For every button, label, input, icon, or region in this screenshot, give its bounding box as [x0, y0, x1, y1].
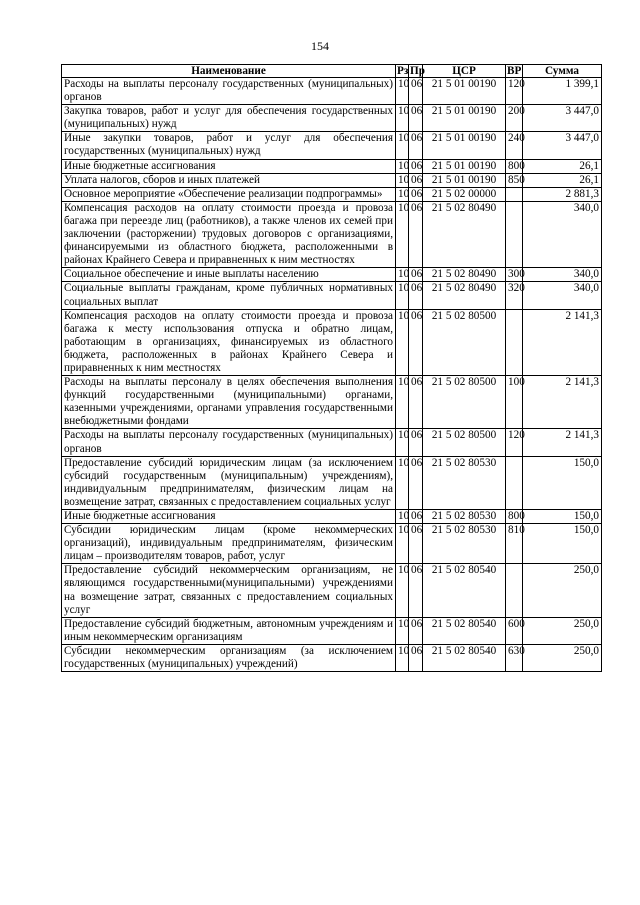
row-csr-cell: 21 5 02 80500 — [423, 309, 506, 375]
table-row — [62, 159, 602, 173]
table-row — [62, 617, 602, 644]
table-row — [62, 78, 602, 105]
column-header-sum: Сумма — [523, 65, 602, 78]
row-pr-cell: 06 — [409, 268, 423, 282]
column-header-vr: ВР — [507, 65, 522, 77]
column-header-name: Наименование — [62, 65, 396, 78]
column-header-pr: Пр — [410, 65, 425, 77]
row-sum-cell: 150,0 — [523, 524, 602, 564]
row-pr-cell: 06 — [409, 282, 423, 309]
row-sum-cell: 3 447,0 — [523, 105, 602, 132]
row-csr-cell: 21 5 02 80530 — [423, 456, 506, 509]
row-sum-cell: 2 141,3 — [523, 309, 602, 375]
row-vr-cell: 120 — [506, 429, 523, 456]
row-rz-cell: 10 — [396, 524, 409, 564]
table-row — [62, 132, 602, 159]
row-name-cell: Компенсация расходов на оплату стоимости проезда и провоза багажа при переезде лиц (работников), а также членов их семей при заключении (расторжении) трудовых договоров с организациями, финансируемыми из областного бюджета, расположенными в районах Крайнего Севера и приравненных к ним местностях — [62, 201, 396, 267]
row-csr-cell: 21 5 02 80490 — [423, 201, 506, 267]
row-name-cell: Расходы на выплаты персоналу государственных (муниципальных) органов — [62, 78, 396, 105]
row-name-cell: Иные бюджетные ассигнования — [62, 510, 396, 524]
row-vr-cell: 810 — [506, 524, 523, 564]
row-sum-cell: 340,0 — [523, 282, 602, 309]
row-name-cell: Иные бюджетные ассигнования — [62, 159, 396, 173]
row-sum-cell: 2 141,3 — [523, 376, 602, 429]
row-rz-cell: 10 — [396, 617, 409, 644]
row-rz-cell: 10 — [396, 78, 409, 105]
page-number: 154 — [311, 39, 329, 53]
row-pr-cell: 06 — [409, 201, 423, 267]
table-row — [62, 201, 602, 267]
row-rz-cell: 10 — [396, 376, 409, 429]
table-row — [62, 510, 602, 524]
row-name-cell: Уплата налогов, сборов и иных платежей — [62, 173, 396, 187]
table-row — [62, 429, 602, 456]
row-rz-cell: 10 — [396, 644, 409, 671]
row-csr-cell: 21 5 01 00190 — [423, 78, 506, 105]
row-rz-cell: 10 — [396, 429, 409, 456]
row-csr-cell: 21 5 02 80490 — [423, 268, 506, 282]
row-name-cell: Основное мероприятие «Обеспечение реализации подпрограммы» — [62, 187, 396, 201]
row-pr-cell: 06 — [409, 376, 423, 429]
table-row — [62, 105, 602, 132]
row-csr-cell: 21 5 01 00190 — [423, 173, 506, 187]
row-rz-cell: 10 — [396, 187, 409, 201]
row-name-cell: Предоставление субсидий юридическим лицам (за исключением субсидий государственным (муниципальным) учреждениям), индивидуальным предпринимателям, физическим лицам на возмещение затрат, связанных с предоставлением социальных услуг — [62, 456, 396, 509]
row-pr-cell: 06 — [409, 456, 423, 509]
table-row — [62, 268, 602, 282]
table-row — [62, 187, 602, 201]
row-rz-cell: 10 — [396, 456, 409, 509]
table-row — [62, 524, 602, 564]
row-vr-cell — [506, 456, 523, 509]
row-vr-cell: 630 — [506, 644, 523, 671]
row-vr-cell: 240 — [506, 132, 523, 159]
row-sum-cell: 1 399,1 — [523, 78, 602, 105]
row-csr-cell: 21 5 02 80500 — [423, 376, 506, 429]
row-sum-cell: 3 447,0 — [523, 132, 602, 159]
row-vr-cell — [506, 564, 523, 617]
row-rz-cell: 10 — [396, 132, 409, 159]
row-csr-cell: 21 5 02 80540 — [423, 644, 506, 671]
row-sum-cell: 150,0 — [523, 510, 602, 524]
row-rz-cell: 10 — [396, 564, 409, 617]
row-csr-cell: 21 5 02 80540 — [423, 617, 506, 644]
row-vr-cell: 600 — [506, 617, 523, 644]
row-vr-cell: 200 — [506, 105, 523, 132]
row-name-cell: Предоставление субсидий бюджетным, автономным учреждениям и иным некоммерческим организациям — [62, 617, 396, 644]
row-rz-cell: 10 — [396, 173, 409, 187]
table-row — [62, 456, 602, 509]
row-rz-cell: 10 — [396, 159, 409, 173]
row-name-cell: Социальные выплаты гражданам, кроме публичных нормативных социальных выплат — [62, 282, 396, 309]
row-sum-cell: 2 881,3 — [523, 187, 602, 201]
row-sum-cell: 340,0 — [523, 201, 602, 267]
row-name-cell: Закупка товаров, работ и услуг для обеспечения государственных (муниципальных) нужд — [62, 105, 396, 132]
row-csr-cell: 21 5 02 80540 — [423, 564, 506, 617]
row-name-cell: Субсидии некоммерческим организациям (за исключением государственных (муниципальных) учреждений) — [62, 644, 396, 671]
row-pr-cell: 06 — [409, 524, 423, 564]
row-pr-cell: 06 — [409, 644, 423, 671]
table-row — [62, 564, 602, 617]
row-name-cell: Компенсация расходов на оплату стоимости проезда и провоза багажа к месту использования отпуска и обратно лицам, работающим в организациях, финансируемых из областного бюджета, расположенных в районах Крайнего Севера и приравненных к ним местностях — [62, 309, 396, 375]
row-sum-cell: 250,0 — [523, 564, 602, 617]
row-sum-cell: 250,0 — [523, 644, 602, 671]
row-name-cell: Расходы на выплаты персоналу в целях обеспечения выполнения функций государственными (муниципальными) органами, казенными учреждениями, органами управления государственными внебюджетными фондами — [62, 376, 396, 429]
row-name-cell: Расходы на выплаты персоналу государственных (муниципальных) органов — [62, 429, 396, 456]
row-sum-cell: 250,0 — [523, 617, 602, 644]
row-vr-cell: 800 — [506, 159, 523, 173]
row-csr-cell: 21 5 01 00190 — [423, 132, 506, 159]
row-sum-cell: 150,0 — [523, 456, 602, 509]
row-sum-cell: 26,1 — [523, 173, 602, 187]
row-csr-cell: 21 5 02 80490 — [423, 282, 506, 309]
row-pr-cell: 06 — [409, 78, 423, 105]
row-pr-cell: 06 — [409, 187, 423, 201]
row-pr-cell: 06 — [409, 617, 423, 644]
row-csr-cell: 21 5 02 80530 — [423, 524, 506, 564]
table-row — [62, 644, 602, 671]
row-vr-cell: 800 — [506, 510, 523, 524]
row-vr-cell: 850 — [506, 173, 523, 187]
row-vr-cell: 300 — [506, 268, 523, 282]
table-row — [62, 282, 602, 309]
row-name-cell: Иные закупки товаров, работ и услуг для обеспечения государственных (муниципальных) нужд — [62, 132, 396, 159]
table-header-row — [62, 65, 602, 78]
row-pr-cell: 06 — [409, 105, 423, 132]
row-vr-cell: 120 — [506, 78, 523, 105]
row-rz-cell: 10 — [396, 309, 409, 375]
row-sum-cell: 2 141,3 — [523, 429, 602, 456]
row-csr-cell: 21 5 02 00000 — [423, 187, 506, 201]
row-sum-cell: 26,1 — [523, 159, 602, 173]
row-name-cell: Социальное обеспечение и иные выплаты населению — [62, 268, 396, 282]
row-rz-cell: 10 — [396, 510, 409, 524]
row-rz-cell: 10 — [396, 282, 409, 309]
row-pr-cell: 06 — [409, 429, 423, 456]
row-pr-cell: 06 — [409, 173, 423, 187]
row-vr-cell: 100 — [506, 376, 523, 429]
row-csr-cell: 21 5 02 80500 — [423, 429, 506, 456]
row-vr-cell: 320 — [506, 282, 523, 309]
table-row — [62, 376, 602, 429]
column-header-rz: Рз — [397, 65, 409, 77]
row-csr-cell: 21 5 02 80530 — [423, 510, 506, 524]
row-rz-cell: 10 — [396, 201, 409, 267]
row-pr-cell: 06 — [409, 510, 423, 524]
row-pr-cell: 06 — [409, 159, 423, 173]
table-row — [62, 173, 602, 187]
column-header-csr: ЦСР — [423, 65, 506, 78]
row-vr-cell — [506, 201, 523, 267]
row-name-cell: Предоставление субсидий некоммерческим организациям, не являющимся государственными(муниципальными) учреждениями на возмещение затрат, связанных с предоставлением социальных услуг — [62, 564, 396, 617]
row-vr-cell — [506, 309, 523, 375]
row-vr-cell — [506, 187, 523, 201]
row-csr-cell: 21 5 01 00190 — [423, 159, 506, 173]
row-sum-cell: 340,0 — [523, 268, 602, 282]
row-pr-cell: 06 — [409, 132, 423, 159]
row-rz-cell: 10 — [396, 268, 409, 282]
row-pr-cell: 06 — [409, 309, 423, 375]
row-csr-cell: 21 5 01 00190 — [423, 105, 506, 132]
row-name-cell: Субсидии юридическим лицам (кроме некоммерческих организаций), индивидуальным предпринимателям, физическим лицам – производителям товаров, работ, услуг — [62, 524, 396, 564]
budget-table — [61, 64, 602, 672]
table-row — [62, 309, 602, 375]
row-pr-cell: 06 — [409, 564, 423, 617]
row-rz-cell: 10 — [396, 105, 409, 132]
